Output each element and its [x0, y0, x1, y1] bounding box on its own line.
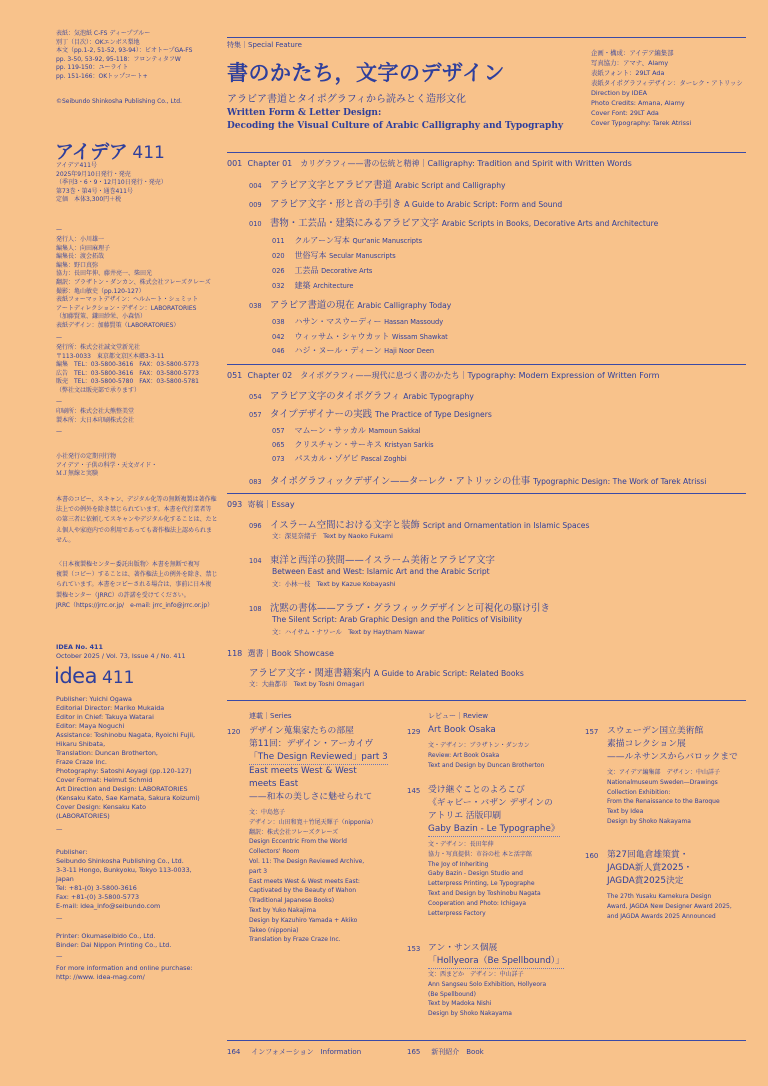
essay-heading[interactable]: 093 寄稿｜Essay — [227, 500, 295, 509]
book-showcase-entry[interactable]: アラビア文字・関連書籍案内 A Guide to Arabic Script: Related Books — [249, 668, 524, 679]
toc-entry[interactable]: 009 アラビア文字・形と音の手引き A Guide to Arabic Script: Form and Sound — [249, 199, 563, 210]
online-info: For more information and online purchase: http: //www. idea-mag.com/ — [56, 964, 193, 981]
right-b-credits: The 27th Yusaku Kamekura Design Award, JAGDA New Designer Award 2025, and JAGDA Awards 2025 Announced — [607, 893, 732, 920]
essay-credit: 文：小林一枝 Text by Kazue Kobayashi — [272, 580, 396, 588]
review-a-title[interactable]: Art Book Osaka — [428, 725, 496, 735]
staff-list-jp: 発行人：小川雄一 編集人：向田麻理子 編集長：渡会拓哉 編集：野口真弥 協力：長田年伸、藤井亮一、柴田光 翻訳：ブラザトン・ダンカン、株式会社フレーズクレーズ 撮影：亀山敏史（pp.120-127） 表紙フォーマットデザイン：ヘルムート・シュミット アートディレクション・デザイン：LABORATORIES （加藤賢策、鎌田紗栄、小森悟） 表紙デザイン：加藤賢策（LABORATORIES） — [56, 236, 211, 329]
periodicals-jp: 小社発行の定期刊行物 アイデア・子供の科学・天文ガイド・ ＭＪ無線と実験 — [56, 453, 158, 478]
chapter-01-heading[interactable]: 001 Chapter 01 カリグラフィ——書の伝統と精神｜Calligraphy: Tradition and Spirit with Written Words — [227, 159, 632, 168]
toc-entry[interactable]: 010 書物・工芸品・建築にみるアラビア文字 Arabic Scripts in Books, Decorative Arts and Architecture — [249, 218, 659, 229]
chapter-02-heading[interactable]: 051 Chapter 02 タイポグラフィ——現代に息づく書のかたち｜Typography: Modern Expression of Written Form — [227, 371, 660, 380]
feature-title-jp: 書のかたち，文字のデザイン — [227, 60, 506, 85]
right-b-num: 160 — [585, 852, 599, 860]
series-page-num: 120 — [227, 728, 241, 736]
feature-title-en-2: Decoding the Visual Culture of Arabic Calligraphy and Typography — [227, 121, 564, 131]
book-credit: 文：大曲都市 Text by Toshi Omagari — [249, 680, 365, 688]
idea-number: IDEA No. 411 — [56, 643, 103, 651]
essay-entry[interactable]: 104 東洋と西洋の狭間——イスラーム美術とアラビア文字 — [249, 555, 495, 566]
review-label: レビュー｜Review — [428, 712, 488, 720]
website-link[interactable]: http: //www. idea-mag.com/ — [56, 973, 145, 981]
review-a-credits: 文・デザイン：ブラザトン・ダンカン Review: Art Book Osaka Text and Design by Duncan Brotherton — [428, 742, 545, 769]
review-c-num: 153 — [407, 945, 421, 953]
essay-entry[interactable]: 096 イスラーム空間における文字と装飾 Script and Ornamentation in Islamic Spaces — [249, 520, 590, 531]
right-a-num: 157 — [585, 728, 599, 736]
footer-information[interactable]: 164 インフォメーション Information — [227, 1048, 362, 1056]
staff-list-en: Publisher: Yuichi Ogawa Editorial Director: Mariko Mukaida Editor in Chief: Takuya Watarai Editor: Maya Noguchi Assistance: Toshinobu Nagata, Ryoichi Fujii, Hikaru Shibata, Translation: Duncan Brotherton, Fraze Craze Inc. Photography: Satoshi Aoyagi (pp.120-127) Cover Format: Helmut Schmid Art Direction and Design: LABORATORIES (Kensaku Kato, Sae Kamata, Sakura Koizumi) Cover Design: Kensaku Kato (LABORATORIES) — [56, 695, 200, 820]
toc-page: 表紙：気泡紙 C-FS ディープブルー 別丁（目次）：OKエンボス梨地 本文（pp.1-2, 51-52, 93-94）：ビオトープGA-FS pp. 3-50, 53-92, 95-118：フロンティタフW pp. 119-150：ユーライト pp. 151-166：OKトップコート+ ©Seibundo Shinkosha Publishing Co., Ltd. アイデア 411 アイデア411号 2025年9月10日発行・発売 （季刊3・6・9・12月10日発行・発売） 第73巻・第4号・通巻411号 定価 本体3,300円＋税 — 発行人：小川雄一 編集人：向田麻理子 編集長：渡会拓哉 編集：野口真弥 協力：長田年伸、藤井亮一、柴田光 翻訳：ブラザトン・ダンカン、株式会社フレーズクレーズ 撮影：亀山敏史（pp.120-127） 表紙フォーマットデザイン：ヘルムート・シュミット アートディレクション・デザイン：LABORATORIES （加藤賢策、鎌田紗栄、小森悟） 表紙デザイン：加藤賢策（LABORATORIES） — 発行所：株式会社誠文堂新光社 〒113-0033 東京都文京区本郷3-3-11 編集 TEL：03-5800-3616 FAX：03-5800-5773 広告 TEL：03-5800-3616 FAX：03-5800-5773 販売 TEL：03-5800-5780 FAX：03-5800-5781 （弊社文は販売部で承ります） — 印刷所：株式会社大熊整美堂 製本所：大日本印刷株式会社 — 小社発行の定期刊行物 アイデア・子供の科学・天文ガイド・ ＭＪ無線と実験 本書のコピー、スキャン、デジタル化等の無断複製は著作権 法上での例外を除き禁じられています。本書を代行業者等 の第三者に依頼してスキャンやデジタル化することは、たと え個人や家庭内での利用であっても著作権法上認められま せん。 〈日本複製権センター委託出版物〉本書を無断で複写 複製（コピー）することは、著作権法上の例外を除き、禁じ られています。本書をコピーされる場合は、事前に日本複 製権センター（JRRC）の許諾を受けてください。 JRRC（https://jrrc.or.jp/ e-mail: jrrc_info@jrrc.or.jp） IDEA No. 411 October 2025 / Vol. 73, Issue 4 / No. 411 idea 411 Publisher: Yuichi Ogawa Editorial Director: Mariko Mukaida Editor in Chief: Takuya Watarai Editor: Maya Noguchi Assistance: Toshinobu Nagata, Ryoichi Fujii, Hikaru Shibata, Translation: Duncan Brotherton, Fraze Craze Inc. Photography: Satoshi Aoyagi (pp.120-127) Cover Format: Helmut Schmid Art Direction and Design: LABORATORIES (Kensaku Kato, Sae Kamata, Sakura Koizumi) Cover Design: Kensaku Kato (LABORATORIES) — Publisher: Seibundo Shinkosha Publishing Co., Ltd. 3-3-11 Hongo, Bunkyoku, Tokyo 113-0033, Japan Tel: +81-(0) 3-5800-3616 Fax: +81-(0) 3-5800-5773 E-mail: idea_info@seibundo.com — Printer: Okumaseibido Co., Ltd. Binder: Dai Nippon Printing Co., Ltd. — For more information and online purchase: http: //www. idea-mag.com/ 特集｜Special Feature 書のかたち，文字のデザイン アラビア書道とタイポグラフィから読みとく造形文化 Written Form & Letter Design: Decoding the Visual Culture of Arabic Calligraphy and Typography 企画・構成：アイデア編集部 写真協力：アマナ、Alamy 表紙フォント：29LT Ada 表紙タイポグラフィデザイン：ターレク・アトリッシ Direction by IDEA Photo Credits: Amana, Alamy Cover Font: 29LT Ada Cover Typography: Tarek Atrissi 001 Chapter 01 カリグラフィ——書の伝統と精神｜Calligraphy: Tradition and Spirit with Written Words 004 アラビア文字とアラビア書道 Arabic Script and Calligraphy 009 アラビア文字・形と音の手引き A Guide to Arabic Script: Form and Sound 010 書物・工芸品・建築にみるアラビア文字 Arabic Scripts in Books, Decorative Arts and Architecture 011 クルアーン写本 Qur'anic Manuscripts 020 世俗写本 Secular Manuscripts 026 工芸品 Decorative Arts 032 建築 Architecture 038 アラビア書道の現在 Arabic Calligraphy Today 038 ハサン・マスウーディー Hassan Massoudy 042 ウィッサム・シャウカット Wissam Shawkat 046 ハジ・ヌール・ディーン Haji Noor Deen 051 Chapter 02 タイポグラフィ——現代に息づく書のかたち｜Typography: Modern Expression of Written Form 054 アラビア文字のタイポグラフィ Arabic Typography 057 タイプデザイナーの実践 The Practice of Type Designers 057 マムーン・サッカル Mamoun Sakkal 065 クリスチャン・サーキス Kristyan Sarkis 073 パスカル・ゾゲビ Pascal Zoghbi 083 タイポグラフィックデザイン——ターレク・アトリッシの仕事 Typographic Design: The Work of Tarek Atrissi 093 寄稿｜Essay 096 イスラーム空間における文字と装飾 Script and Ornamentation in Islamic Spaces 文：深見奈緒子 Text by Naoko Fukami 104 東洋と西洋の狭間——イスラーム美術とアラビア文字 Between East and West: Islamic Art and the Arabic Script 文：小林一枝 Text by Kazue Kobayashi 108 沈黙の書体——アラブ・グラフィックデザインと可視化の駆け引き The Silent Script: Arab Graphic Design and the Politics of Visibility 文：ハイサム・ナワール Text by Haytham Nawar 118 選書｜Book Showcase アラビア文字・関連書籍案内 A Guide to Arabic Script: Related Books 文：大曲都市 Text by Toshi Omagari 連載｜Series 120 デザイン蒐集家たちの部屋 第11回：デザイン・アーカイヴ 「The Design Reviewed」part 3 East meets West & West meets East ——和本の美しさに魅せられて 文：中島悠子 デザイン：山田和寛＋竹尾天輝子（nipponia） 翻訳：株式会社フレーズクレーズ Design Eccentric From the World Collectors' Room Vol. 11: The Design Reviewed Archive, part 3 East meets West & West meets East: Captivated by the Beauty of Wahon (Traditional Japanese Books) Text by Yuko Nakajima Design by Kazuhiro Yamada + Akiko Takeo (nipponia) Translation by Fraze Craze Inc. レビュー｜Review 129 Art Book Osaka 文・デザイン：ブラザトン・ダンカン Review: Art Book Osaka Text and Design by Duncan Brotherton 145 受け継ぐことのよろこび 《ギャビー・バザン デザインの アトリエ 活版印刷 Gaby Bazin - Le Typographe》 文・デザイン：長田年伸 協力・写真提供：市谷の杜 本と活字館 The Joy of Inheriting Gaby Bazin - Design Studio and Letterpress Printing, Le Typographe Text and Design by Toshinobu Nagata Cooperation and Photo: Ichigaya Letterpress Factory 153 アン・サンス個展 「Hollyeora（Be Spellbound）」 文：西まどか デザイン：中山詳子 Ann Sangseu Solo Exhibition, Hollyeora (Be Spellbound) Text by Madoka Nishi Design by Shoko Nakayama 157 スウェーデン国立美術館 素描コレクション展 ——ルネサンスからバロックまで 文：アイデア編集部 デザイン：中山詳子 Nationalmuseum Sweden—Drawings Collection Exhibition: From the Renaissance to the Baroque Text by Idea Design by Shoko Nakayama 160 第27回亀倉雄策賞・ JAGDA新人賞2025・ JAGDA賞2025決定 The 27th Yusaku Kamekura Design Award, JAGDA New Designer Award 2025, and JAGDA Awards 2025 Announced 164 インフォメーション Information 165 新刊紹介 Book — [0, 0, 768, 1086]
series-title[interactable]: デザイン蒐集家たちの部屋 第11回：デザイン・アーカイヴ 「The Design Reviewed」part 3 East meets West & West meets East ——和本の美しさに魅せられて — [249, 726, 388, 802]
toc-subentry[interactable]: 065 クリスチャン・サーキス Kristyan Sarkis — [272, 440, 434, 449]
idea-logo-jp: アイデア 411 — [55, 141, 165, 163]
toc-subentry[interactable]: 026 工芸品 Decorative Arts — [272, 266, 373, 275]
feature-title-en-1: Written Form & Letter Design: — [227, 108, 382, 118]
footer-new-books[interactable]: 165 新刊紹介 Book — [407, 1048, 484, 1056]
copyright: ©Seibundo Shinkosha Publishing Co., Ltd. — [56, 98, 182, 105]
paper-credits: 表紙：気泡紙 C-FS ディープブルー 別丁（目次）：OKエンボス梨地 本文（pp.1-2, 51-52, 93-94）：ビオトープGA-FS pp. 3-50, 53-92, 95-118：フロンティタフW pp. 119-150：ユーライト pp. 151-166：OKトップコート+ — [56, 30, 193, 80]
book-showcase-heading[interactable]: 118 選書｜Book Showcase — [227, 649, 334, 658]
right-b-title[interactable]: 第27回亀倉雄策賞・ JAGDA新人賞2025・ JAGDA賞2025決定 — [607, 850, 693, 886]
essay-en-title: The Silent Script: Arab Graphic Design and the Politics of Visibility — [272, 615, 523, 624]
toc-subentry[interactable]: 057 マムーン・サッカル Mamoun Sakkal — [272, 426, 421, 435]
review-c-credits: 文：西まどか デザイン：中山詳子 Ann Sangseu Solo Exhibition, Hollyeora (Be Spellbound) Text by Madoka Nishi Design by Shoko Nakayama — [428, 971, 547, 1018]
series-label: 連載｜Series — [249, 712, 292, 720]
essay-credit: 文：深見奈緒子 Text by Naoko Fukami — [272, 532, 393, 540]
issue-info: アイデア411号 2025年9月10日発行・発売 （季刊3・6・9・12月10日発行・発売） 第73巻・第4号・通巻411号 定価 本体3,300円＋税 — [56, 162, 167, 204]
toc-subentry[interactable]: 042 ウィッサム・シャウカット Wissam Shawkat — [272, 332, 448, 341]
toc-entry[interactable]: 054 アラビア文字のタイポグラフィ Arabic Typography — [249, 391, 474, 402]
feature-subtitle-jp: アラビア書道とタイポグラフィから読みとく造形文化 — [227, 94, 466, 105]
feature-credits: 企画・構成：アイデア編集部 写真協力：アマナ、Alamy 表紙フォント：29LT Ada 表紙タイポグラフィデザイン：ターレク・アトリッシ Direction by IDEA Photo Credits: Amana, Alamy Cover Font: 29LT Ada Cover Typography: Tarek Atrissi — [591, 49, 743, 127]
right-a-title[interactable]: スウェーデン国立美術館 素描コレクション展 ——ルネサンスからバロックまで — [607, 726, 738, 762]
review-b-credits: 文・デザイン：長田年伸 協力・写真提供：市谷の杜 本と活字館 The Joy of Inheriting Gaby Bazin - Design Studio and Letterpress Printing, Le Typographe Text and Design by Toshinobu Nagata Cooperation and Photo: Ichigaya Letterpress Factory — [428, 841, 541, 917]
idea-date: October 2025 / Vol. 73, Issue 4 / No. 411 — [56, 652, 186, 660]
publisher-jp: 発行所：株式会社誠文堂新光社 〒113-0033 東京都文京区本郷3-3-11 編集 TEL：03-5800-3616 FAX：03-5800-5773 広告 TEL：03-5800-3616 FAX：03-5800-5773 販売 TEL：03-5800-5780 FAX：03-5800-5781 （弊社文は販売部で承ります） — [56, 344, 199, 394]
feature-label: 特集｜Special Feature — [227, 41, 302, 49]
right-a-credits: 文：アイデア編集部 デザイン：中山詳子 Nationalmuseum Sweden—Drawings Collection Exhibition: From the Renaissance to the Baroque Text by Idea Design by Shoko Nakayama — [607, 769, 721, 825]
toc-subentry[interactable]: 046 ハジ・ヌール・ディーン Haji Noor Deen — [272, 346, 435, 355]
publisher-en: Publisher: Seibundo Shinkosha Publishing Co., Ltd. 3-3-11 Hongo, Bunkyoku, Tokyo 113-0033, Japan Tel: +81-(0) 3-5800-3616 Fax: +81-(0) 3-5800-5773 E-mail: idea_info@seibundo.com — [56, 848, 192, 910]
review-c-title[interactable]: アン・サンス個展 「Hollyeora（Be Spellbound）」 — [428, 942, 564, 969]
toc-subentry[interactable]: 073 パスカル・ゾゲビ Pascal Zoghbi — [272, 454, 407, 463]
toc-subentry[interactable]: 032 建築 Architecture — [272, 281, 354, 290]
review-b-num: 145 — [407, 787, 421, 795]
toc-entry[interactable]: 038 アラビア書道の現在 Arabic Calligraphy Today — [249, 300, 452, 311]
copy-notice: 本書のコピー、スキャン、デジタル化等の無断複製は著作権 法上での例外を除き禁じられています。本書を代行業者等 の第三者に依頼してスキャンやデジタル化することは、たと え個人や家庭内での利用であっても著作権法上認められま せん。 — [56, 496, 218, 544]
review-b-title[interactable]: 受け継ぐことのよろこび 《ギャビー・バザン デザインの アトリエ 活版印刷 Gaby Bazin - Le Typographe》 — [428, 784, 560, 837]
essay-en-title: Between East and West: Islamic Art and the Arabic Script — [272, 567, 490, 576]
toc-entry[interactable]: 057 タイプデザイナーの実践 The Practice of Type Designers — [249, 409, 492, 420]
series-credits: 文：中島悠子 デザイン：山田和寛＋竹尾天輝子（nipponia） 翻訳：株式会社フレーズクレーズ Design Eccentric From the World Collectors' Room Vol. 11: The Design Reviewed Archive, part 3 East meets West & West meets East: Captivated by the Beauty of Wahon (Traditional Japanese Books) Text by Yuko Nakajima Design by Kazuhiro Yamada + Akiko Takeo (nipponia) Translation by Fraze Craze Inc. — [249, 809, 377, 944]
toc-subentry[interactable]: 038 ハサン・マスウーディー Hassan Massoudy — [272, 317, 444, 326]
essay-credit: 文：ハイサム・ナワール Text by Haytham Nawar — [272, 628, 425, 636]
idea-logo-en: idea 411 — [54, 664, 135, 688]
toc-entry[interactable]: 004 アラビア文字とアラビア書道 Arabic Script and Calligraphy — [249, 180, 506, 191]
essay-entry[interactable]: 108 沈黙の書体——アラブ・グラフィックデザインと可視化の駆け引き — [249, 603, 550, 614]
review-a-num: 129 — [407, 728, 421, 736]
toc-subentry[interactable]: 020 世俗写本 Secular Manuscripts — [272, 251, 396, 260]
toc-subentry[interactable]: 011 クルアーン写本 Qur'anic Manuscripts — [272, 236, 423, 245]
jrrc-notice: 〈日本複製権センター委託出版物〉本書を無断で複写 複製（コピー）することは、著作権法上の例外を除き、禁じ られています。本書をコピーされる場合は、事前に日本複 製権センター（JRRC）の許諾を受けてください。 JRRC（https://jrrc.or.jp/ e-mail: jrrc_info@jrrc.or.jp） — [56, 561, 218, 609]
printers-jp: 印刷所：株式会社大熊整美堂 製本所：大日本印刷株式会社 — [56, 408, 135, 424]
printer-en: Printer: Okumaseibido Co., Ltd. Binder: Dai Nippon Printing Co., Ltd. — [56, 932, 172, 949]
toc-entry[interactable]: 083 タイポグラフィックデザイン——ターレク・アトリッシの仕事 Typographic Design: The Work of Tarek Atrissi — [249, 476, 707, 487]
